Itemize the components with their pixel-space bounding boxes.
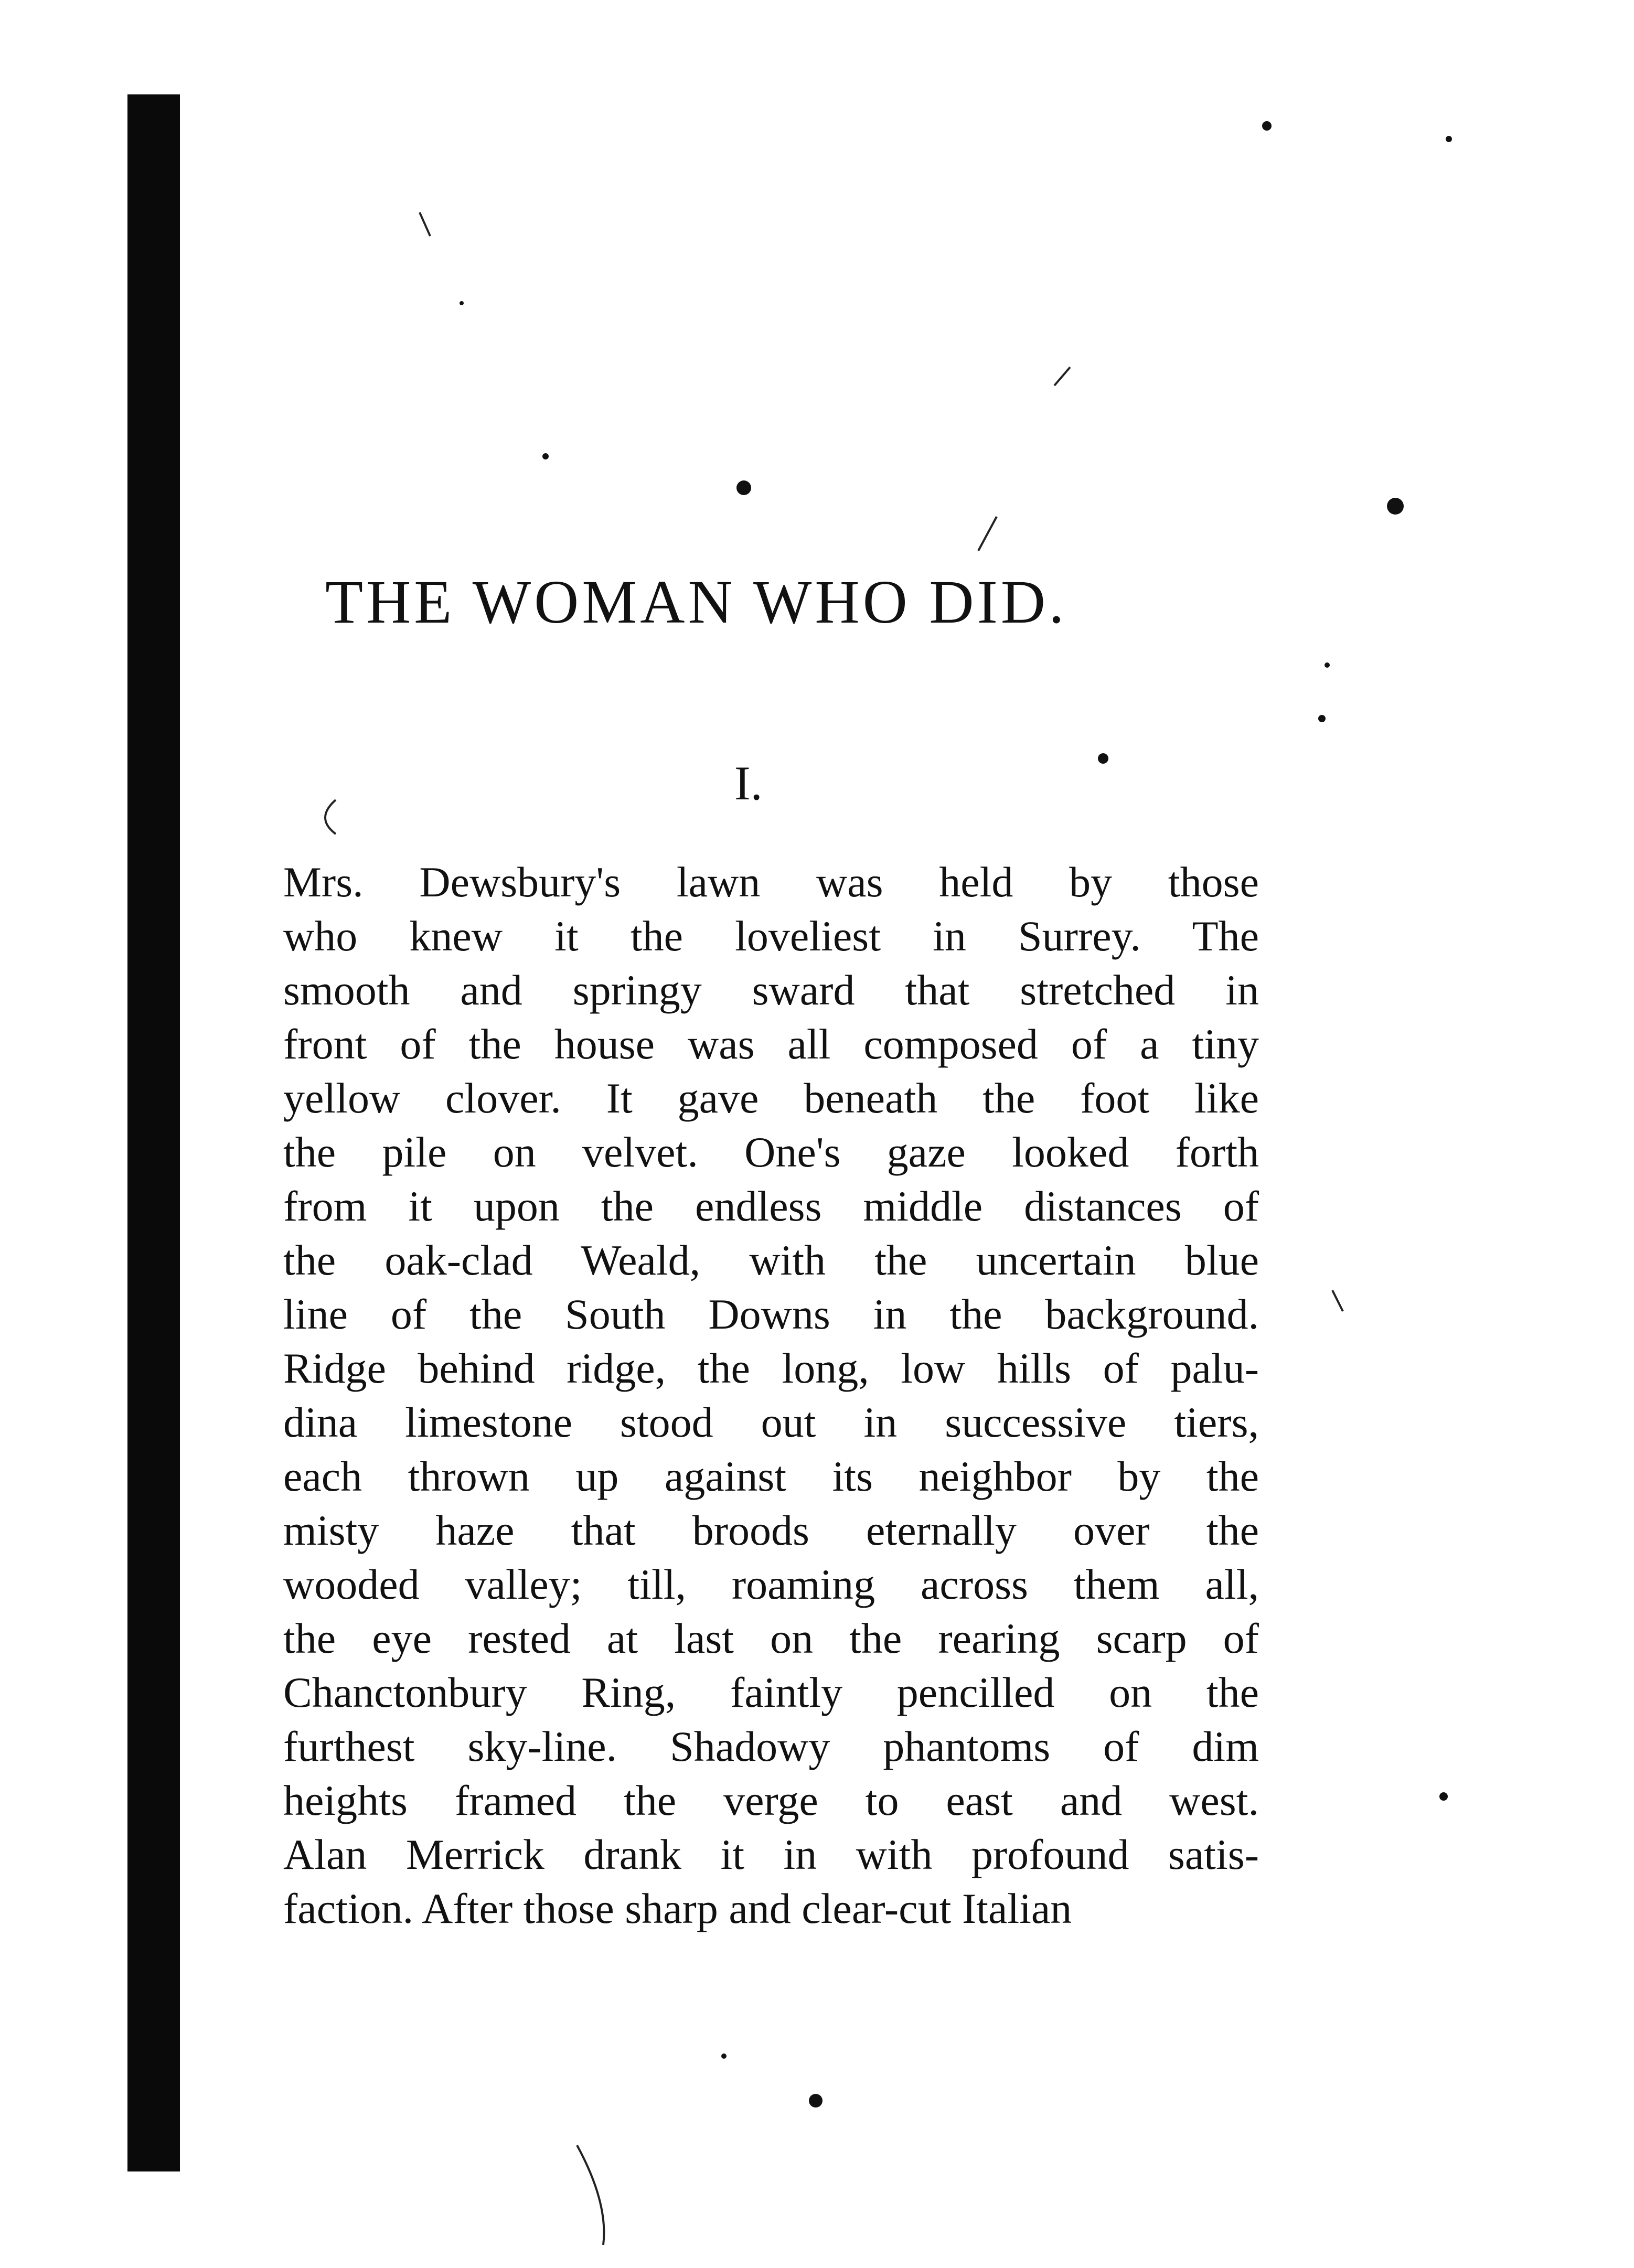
text-line: heights framed the verge to east and west. bbox=[283, 1777, 1259, 1824]
text-line: smooth and springy sward that stretched in bbox=[283, 966, 1259, 1014]
text-line: Mrs. Dewsbury's lawn was held by those bbox=[283, 858, 1259, 906]
text-line: furthest sky-line. Shadowy phantoms of dim bbox=[283, 1723, 1259, 1770]
text-line: misty haze that broods eternally over the bbox=[283, 1506, 1259, 1554]
text-line: dina limestone stood out in successive tiers, bbox=[283, 1398, 1259, 1446]
book-title: THE WOMAN WHO DID. bbox=[325, 568, 1067, 636]
text-line: front of the house was all composed of a tiny bbox=[283, 1020, 1259, 1068]
body-text bbox=[283, 855, 1259, 1935]
text-line: the eye rested at last on the rearing scarp of bbox=[283, 1614, 1259, 1662]
text-line: line of the South Downs in the background. bbox=[283, 1290, 1259, 1338]
text-line: Alan Merrick drank it in with profound satis- bbox=[283, 1831, 1259, 1878]
text-line: from it upon the endless middle distances of bbox=[283, 1182, 1259, 1230]
text-line: the pile on velvet. One's gaze looked forth bbox=[283, 1128, 1259, 1176]
text-line: each thrown up against its neighbor by the bbox=[283, 1452, 1259, 1500]
text-line: Ridge behind ridge, the long, low hills of palu- bbox=[283, 1344, 1259, 1392]
text-line: Chanctonbury Ring, faintly pencilled on the bbox=[283, 1668, 1259, 1716]
text-line: who knew it the loveliest in Surrey. The bbox=[283, 912, 1259, 960]
chapter-number: I. bbox=[734, 756, 763, 810]
text-line: faction. After those sharp and clear-cut Italian bbox=[283, 1885, 1072, 1932]
text-line: wooded valley; till, roaming across them all, bbox=[283, 1560, 1259, 1608]
text-line: the oak-clad Weald, with the uncertain blue bbox=[283, 1236, 1259, 1284]
binding-shadow bbox=[127, 94, 180, 2171]
text-line: yellow clover. It gave beneath the foot like bbox=[283, 1074, 1259, 1122]
